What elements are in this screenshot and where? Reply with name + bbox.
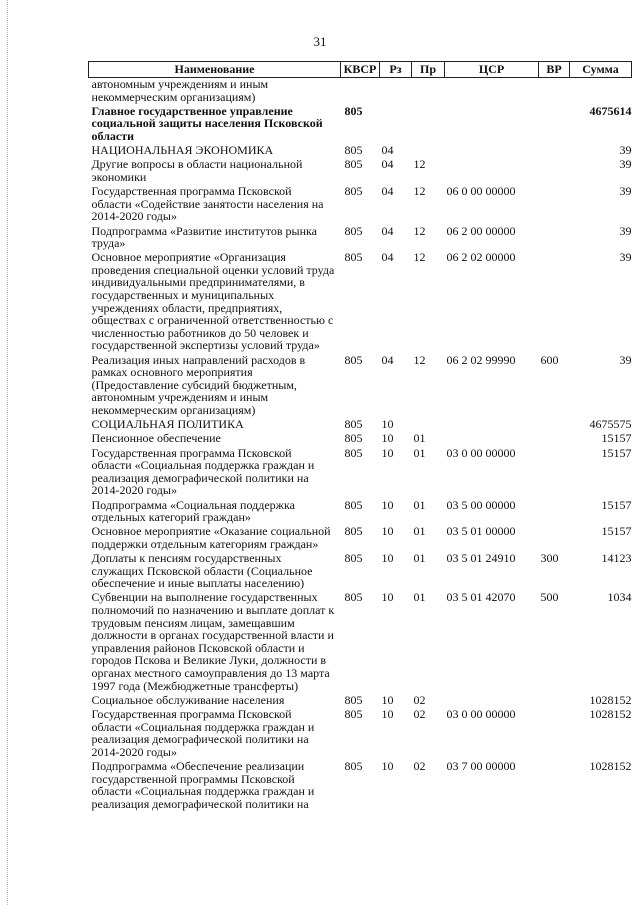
table-row [89,432,632,446]
cell-ksvr: 805 [344,103,363,118]
cell-vr [539,694,570,708]
cell-rz: 10 [381,551,394,566]
cell-csr: 06 0 00 00000 [446,184,516,199]
cell-vr [539,158,570,185]
cell-ksvr: 805 [344,250,363,265]
cell-vr [539,251,570,353]
cell-rz: 10 [381,497,394,512]
cell-name: Субвенции на выполнение государственных полномочий по назначению и выплате доплат к трудовым пенсиям лицам, замещавшим должности в органах государственной власти и управления районов Псковской области и городов Пскова и Великие Луки, должности в органах местного самоуправления до 13 марта 1997 года (Межбюджетные трансферты) [91,590,335,693]
cell-rz: 04 [381,250,394,265]
cell-pr: 01 [413,551,426,566]
cell-pr: 01 [413,497,426,512]
cell-ksvr: 805 [344,590,363,605]
cell-csr: 03 0 00 00000 [446,445,516,460]
table-row [89,225,632,252]
cell-vr [539,499,570,526]
cell-sum: 39 [619,184,632,199]
cell-rz [380,105,412,144]
cell-pr [412,105,445,144]
cell-rz: 10 [381,417,394,432]
column-header-sum: Сумма [570,62,632,78]
cell-name: Подпрограмма «Обеспечение реализации государственной программы Псковской области «Социальная поддержка граждан и реализация демографической политики на [91,758,315,811]
cell-ksvr: 805 [344,431,363,446]
cell-rz: 10 [381,707,394,721]
cell-sum: 15157 [601,431,632,446]
table-row [89,708,632,760]
cell-rz: 10 [381,758,394,773]
budget-table [88,61,632,812]
scan-edge [7,0,8,905]
cell-csr: 06 2 02 00000 [446,250,516,265]
table-row [89,251,632,353]
cell-name: НАЦИОНАЛЬНАЯ ЭКОНОМИКА [91,143,274,158]
cell-ksvr: 805 [344,352,363,367]
cell-csr [445,694,539,708]
cell-name: Государственная программа Псковской области «Социальная поддержка граждан и реализация демографической политики на 2014-2020 годы» [91,445,315,498]
cell-name: Основное мероприятие «Организация проведения специальной оценки условий труда индивидуальными предпринимателями, в государственных и муниципальных учреждениях области, предприятиях, обществах с ограниченной ответственностью с численностью работников до 50 человек и государственной экспертизы условий труда» [91,250,335,353]
cell-name: Подпрограмма «Развитие институтов рынка труда» [91,223,317,251]
cell-sum [570,78,632,105]
page-number: 31 [313,34,327,49]
cell-name: Реализация иных направлений расходов в рамках основного мероприятия (Предоставление субсидий бюджетным, автономным учреждениям и иным некоммерческим организациям) [91,352,306,417]
cell-pr: 01 [413,445,426,460]
cell-pr: 02 [413,758,426,773]
cell-pr: 01 [413,524,426,539]
cell-vr [539,78,570,105]
cell-vr [539,708,570,760]
cell-vr [539,447,570,499]
cell-name: Социальное обслуживание населения [91,692,285,707]
cell-vr [539,525,570,552]
cell-csr: 03 5 00 00000 [446,497,516,512]
cell-name: СОЦИАЛЬНАЯ ПОЛИТИКА [91,417,244,432]
cell-ksvr: 805 [344,417,363,432]
cell-sum: 1028152 [589,758,632,773]
cell-rz: 10 [381,590,394,605]
cell-ksvr: 805 [344,524,363,539]
cell-pr: 12 [413,157,426,172]
cell-rz: 04 [381,184,394,199]
cell-csr: 06 2 00 00000 [446,223,516,238]
cell-name: Основное мероприятие «Оказание социальной поддержки отдельным категориям граждан» [91,524,331,551]
cell-name: Главное государственное управление социальной защиты населения Псковской области [91,103,323,143]
cell-rz: 04 [381,157,394,172]
cell-vr [539,418,570,432]
cell-csr [445,418,539,432]
table-row [89,354,632,419]
table-row [89,447,632,499]
cell-pr: 02 [413,692,426,707]
table-row [89,78,632,105]
cell-pr: 12 [413,223,426,238]
cell-rz: 10 [381,692,394,707]
cell-rz: 04 [381,223,394,238]
cell-csr: 03 5 01 00000 [446,524,516,539]
table-header [89,62,632,78]
column-header-name: Наименование [89,62,341,78]
cell-ksvr: 805 [344,707,363,721]
budget-table-container [88,61,631,812]
column-header-ksvr: КВСР [341,62,380,78]
cell-pr: 01 [413,590,426,605]
cell-ksvr: 805 [344,143,363,158]
table-body [89,78,632,812]
table-row [89,694,632,708]
cell-name: Другие вопросы в области национальной экономики [91,157,303,184]
cell-pr [412,418,445,432]
cell-ksvr: 805 [344,184,363,199]
cell-vr [539,432,570,446]
table-row [89,105,632,144]
cell-vr [539,760,570,812]
table-row [89,760,632,812]
table-row [89,418,632,432]
table-row [89,552,632,591]
table-row [89,144,632,158]
cell-vr [539,105,570,144]
cell-csr [445,105,539,144]
cell-vr [539,225,570,252]
column-header-vr: ВР [539,62,570,78]
column-header-rz: Рз [380,62,412,78]
cell-sum: 14123 [601,551,632,566]
cell-sum: 39 [619,250,632,265]
cell-name: Государственная программа Псковской области «Социальная поддержка граждан и реализация демографической политики на 2014-2020 годы» [91,707,315,759]
cell-sum: 15157 [601,497,632,512]
cell-sum: 4675614 [589,103,632,118]
table-row [89,158,632,185]
cell-name: Государственная программа Псковской области «Содействие занятости населения на 2014-2020 годы» [91,184,324,224]
table-row [89,185,632,224]
cell-vr [539,185,570,224]
cell-pr: 12 [413,184,426,199]
table-row [89,525,632,552]
cell-pr: 12 [413,250,426,265]
cell-sum: 4675575 [589,417,632,432]
cell-csr: 03 5 01 24910 [446,551,516,566]
cell-csr: 03 5 01 42070 [446,590,516,605]
cell-sum: 39 [619,143,632,158]
cell-csr [445,78,539,105]
cell-sum: 39 [619,223,632,238]
cell-pr: 12 [413,352,426,367]
cell-rz: 10 [381,524,394,539]
cell-name: Подпрограмма «Социальная поддержка отдельных категорий граждан» [91,497,295,525]
cell-rz: 04 [381,352,394,367]
cell-rz [380,78,412,105]
cell-ksvr: 805 [344,692,363,707]
table-row [89,499,632,526]
cell-name: Доплаты к пенсиям государственных служащих Псковской области (Социальное обеспечение и иные выплаты населению) [91,551,313,591]
cell-name: автономным учреждениям и иным некоммерческим организациям) [91,77,269,104]
cell-csr: 06 2 02 99990 [446,352,516,367]
cell-ksvr: 805 [344,445,363,460]
cell-vr: 600 [540,352,559,367]
cell-vr: 500 [540,590,559,605]
cell-sum: 15157 [601,524,632,539]
cell-pr: 02 [413,707,426,721]
cell-csr [445,144,539,158]
cell-vr: 300 [540,551,559,566]
cell-ksvr: 805 [344,758,363,773]
cell-ksvr: 805 [344,497,363,512]
cell-rz: 10 [381,445,394,460]
cell-sum: 39 [619,352,632,367]
column-header-csr: ЦСР [445,62,539,78]
cell-rz: 04 [381,143,394,158]
cell-pr [412,78,445,105]
cell-sum: 1028152 [589,707,632,721]
table-row [89,591,632,693]
cell-sum: 39 [619,157,632,172]
cell-sum: 15157 [601,445,632,460]
cell-ksvr: 805 [344,223,363,238]
cell-csr [445,158,539,185]
cell-ksvr: 805 [344,551,363,566]
cell-pr: 01 [413,431,426,446]
cell-rz: 10 [381,431,394,446]
cell-csr [445,432,539,446]
cell-sum: 1034 [607,590,632,605]
cell-csr: 03 7 00 00000 [446,758,516,773]
cell-csr: 03 0 00 00000 [446,707,516,721]
cell-vr [539,144,570,158]
cell-ksvr [341,78,380,105]
cell-name: Пенсионное обеспечение [91,431,221,446]
column-header-pr: Пр [412,62,445,78]
cell-pr [412,144,445,158]
header-row [89,62,632,78]
cell-ksvr: 805 [344,157,363,172]
cell-sum: 1028152 [589,692,632,707]
